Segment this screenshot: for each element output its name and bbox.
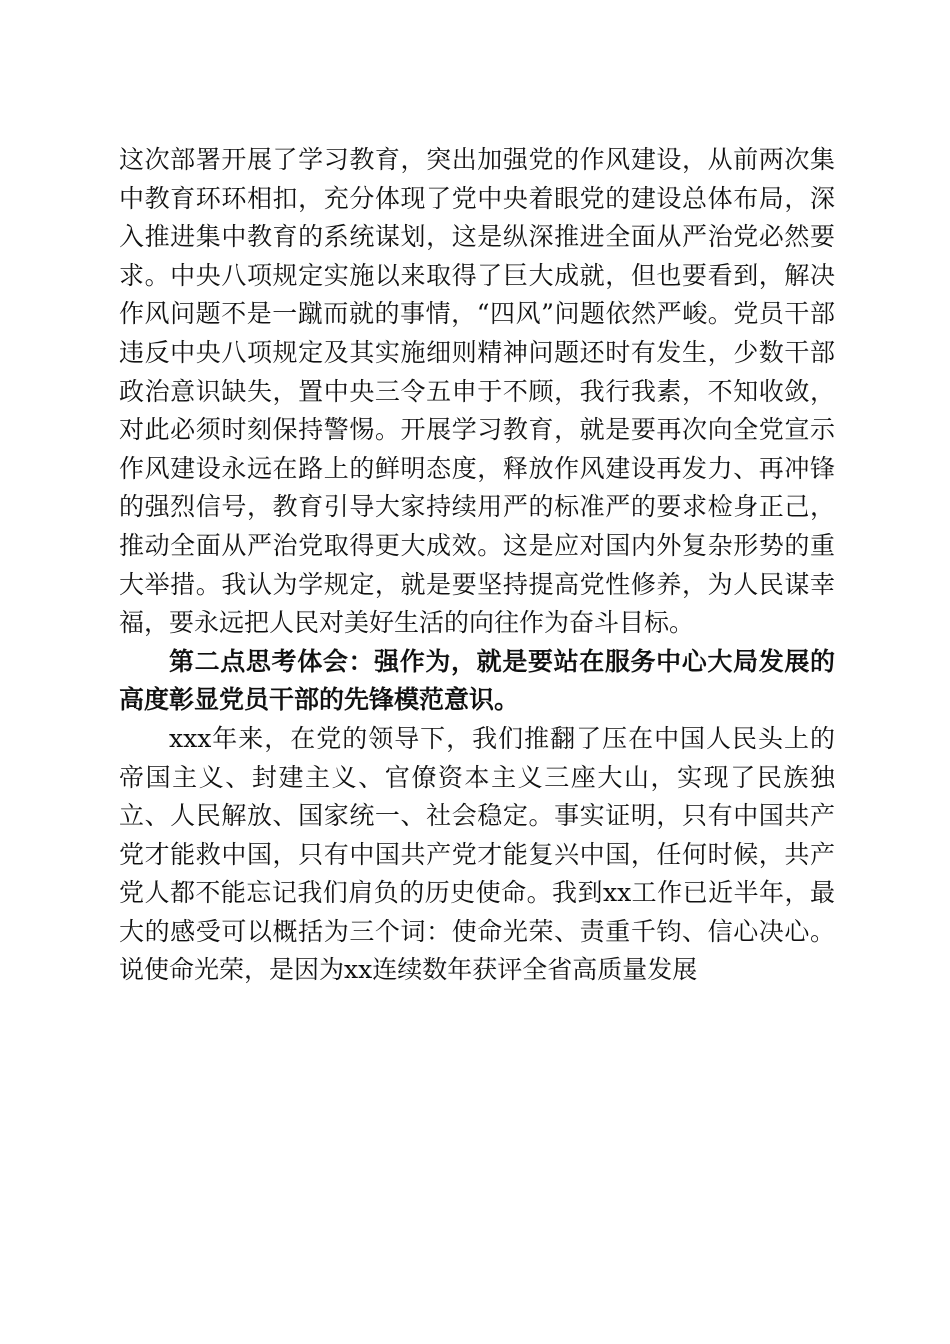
paragraph-heading-second-point: 第二点思考体会：强作为，就是要站在服务中心大局发展的高度彰显党员干部的先锋模范意识。 bbox=[119, 646, 835, 715]
document-body bbox=[119, 141, 835, 990]
paragraph-continuation: 这次部署开展了学习教育，突出加强党的作风建设，从前两次集中教育环环相扣，充分体现了党中央着眼党的建设总体布局，深入推进集中教育的系统谋划，这是纵深推进全面从严治党必然要求。中央八项规定实施以来取得了巨大成就，但也要看到，解决作风问题不是一蹴而就的事情，“四风”问题依然严峻。党员干部违反中央八项规定及其实施细则精神问题还时有发生，少数干部政治意识缺失，置中央三令五申于不顾，我行我素，不知收敛，对此必须时刻保持警惕。开展学习教育，就是要再次向全党宣示作风建设永远在路上的鲜明态度，释放作风建设再发力、再冲锋的强烈信号，教育引导大家持续用严的标准严的要求检身正己，推动全面从严治党取得更大成效。这是应对国内外复杂形势的重大举措。我认为学规定，就是要坚持提高党性修养，为人民谋幸福，要永远把人民对美好生活的向往作为奋斗目标。 bbox=[119, 145, 835, 638]
paragraph-history: xxx年来，在党的领导下，我们推翻了压在中国人民头上的帝国主义、封建主义、官僚资本主义三座大山，实现了民族独立、人民解放、国家统一、社会稳定。事实证明，只有中国共产党才能救中国，只有中国共产党才能复兴中国，任何时候，共产党人都不能忘记我们肩负的历史使命。我到xx工作已近半年，最大的感受可以概括为三个词：使命光荣、责重千钧、信心决心。说使命光荣，是因为xx连续数年获评全省高质量发展 bbox=[119, 723, 835, 985]
